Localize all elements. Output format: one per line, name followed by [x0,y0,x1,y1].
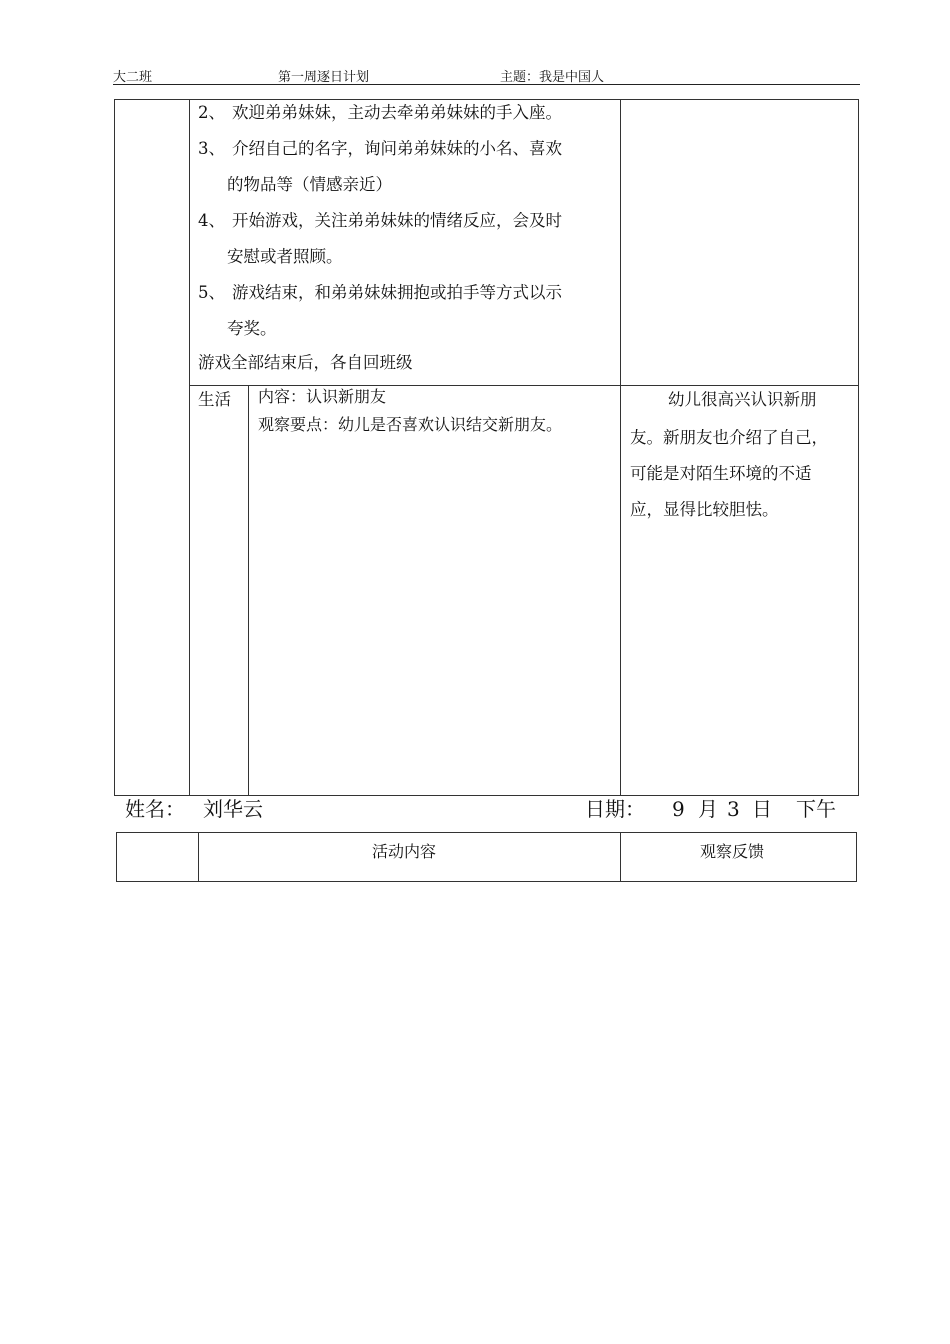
life-observation-point: 观察要点：幼儿是否喜欢认识结交新朋友。 [258,415,563,434]
step-2-number: 2、 [198,103,225,122]
column-divider-2 [620,99,621,796]
header-rule [113,84,860,85]
table-border-left [114,99,115,796]
life-category-label: 生活 [198,390,231,409]
header-activity-content: 活动内容 [372,842,437,861]
week-plan-title: 第一周逐日计划 [278,70,370,85]
step-4-number: 4、 [198,211,225,230]
step-4-text-cont: 安慰或者照顾。 [227,247,343,266]
step-3-number: 3、 [198,139,225,158]
header-observation-feedback: 观察反馈 [700,842,765,861]
table-border-bottom [114,795,859,796]
step-3-text-cont: 的物品等（情感亲近） [227,175,392,194]
date-label: 日期： [585,797,645,821]
closing-text: 游戏全部结束后，各自回班级 [198,353,413,372]
feedback-line-2: 友。新朋友也介绍了自己， [630,428,828,447]
feedback-line-3: 可能是对陌生环境的不适 [630,464,812,483]
feedback-line-1: 幼儿很高兴认识新朋 [668,390,817,409]
feedback-line-4: 应，显得比较胆怯。 [630,500,779,519]
date-day: 3 [727,797,740,821]
date-period: 下午 [796,797,836,821]
date-month: 9 [672,797,685,821]
theme-title: 主题：我是中国人 [500,70,605,85]
name-value: 刘华云 [203,797,263,821]
step-5-number: 5、 [198,283,225,302]
step-5-text: 游戏结束，和弟弟妹妹拥抱或拍手等方式以示 [232,283,562,302]
column-divider-1 [189,99,190,796]
step-3-text: 介绍自己的名字，询问弟弟妹妹的小名、喜欢 [232,139,562,158]
step-4-text: 开始游戏，关注弟弟妹妹的情绪反应，会及时 [232,211,562,230]
life-content: 内容：认识新朋友 [258,387,387,406]
row-divider [189,385,859,386]
date-day-unit: 日 [752,797,772,821]
date-month-unit: 月 [698,797,718,821]
table2-divider-1 [198,832,199,882]
table2-border-bottom [116,881,857,882]
table2-border-top [116,832,857,833]
step-2-text: 欢迎弟弟妹妹，主动去牵弟弟妹妹的手入座。 [232,103,562,122]
class-name: 大二班 [113,70,153,85]
table-border-top [114,99,859,100]
table-border-right [858,99,859,796]
name-label: 姓名： [125,797,185,821]
table2-border-right [856,832,857,882]
column-divider-life [248,385,249,796]
step-5-text-cont: 夸奖。 [227,319,277,338]
table2-divider-2 [620,832,621,882]
table2-border-left [116,832,117,882]
